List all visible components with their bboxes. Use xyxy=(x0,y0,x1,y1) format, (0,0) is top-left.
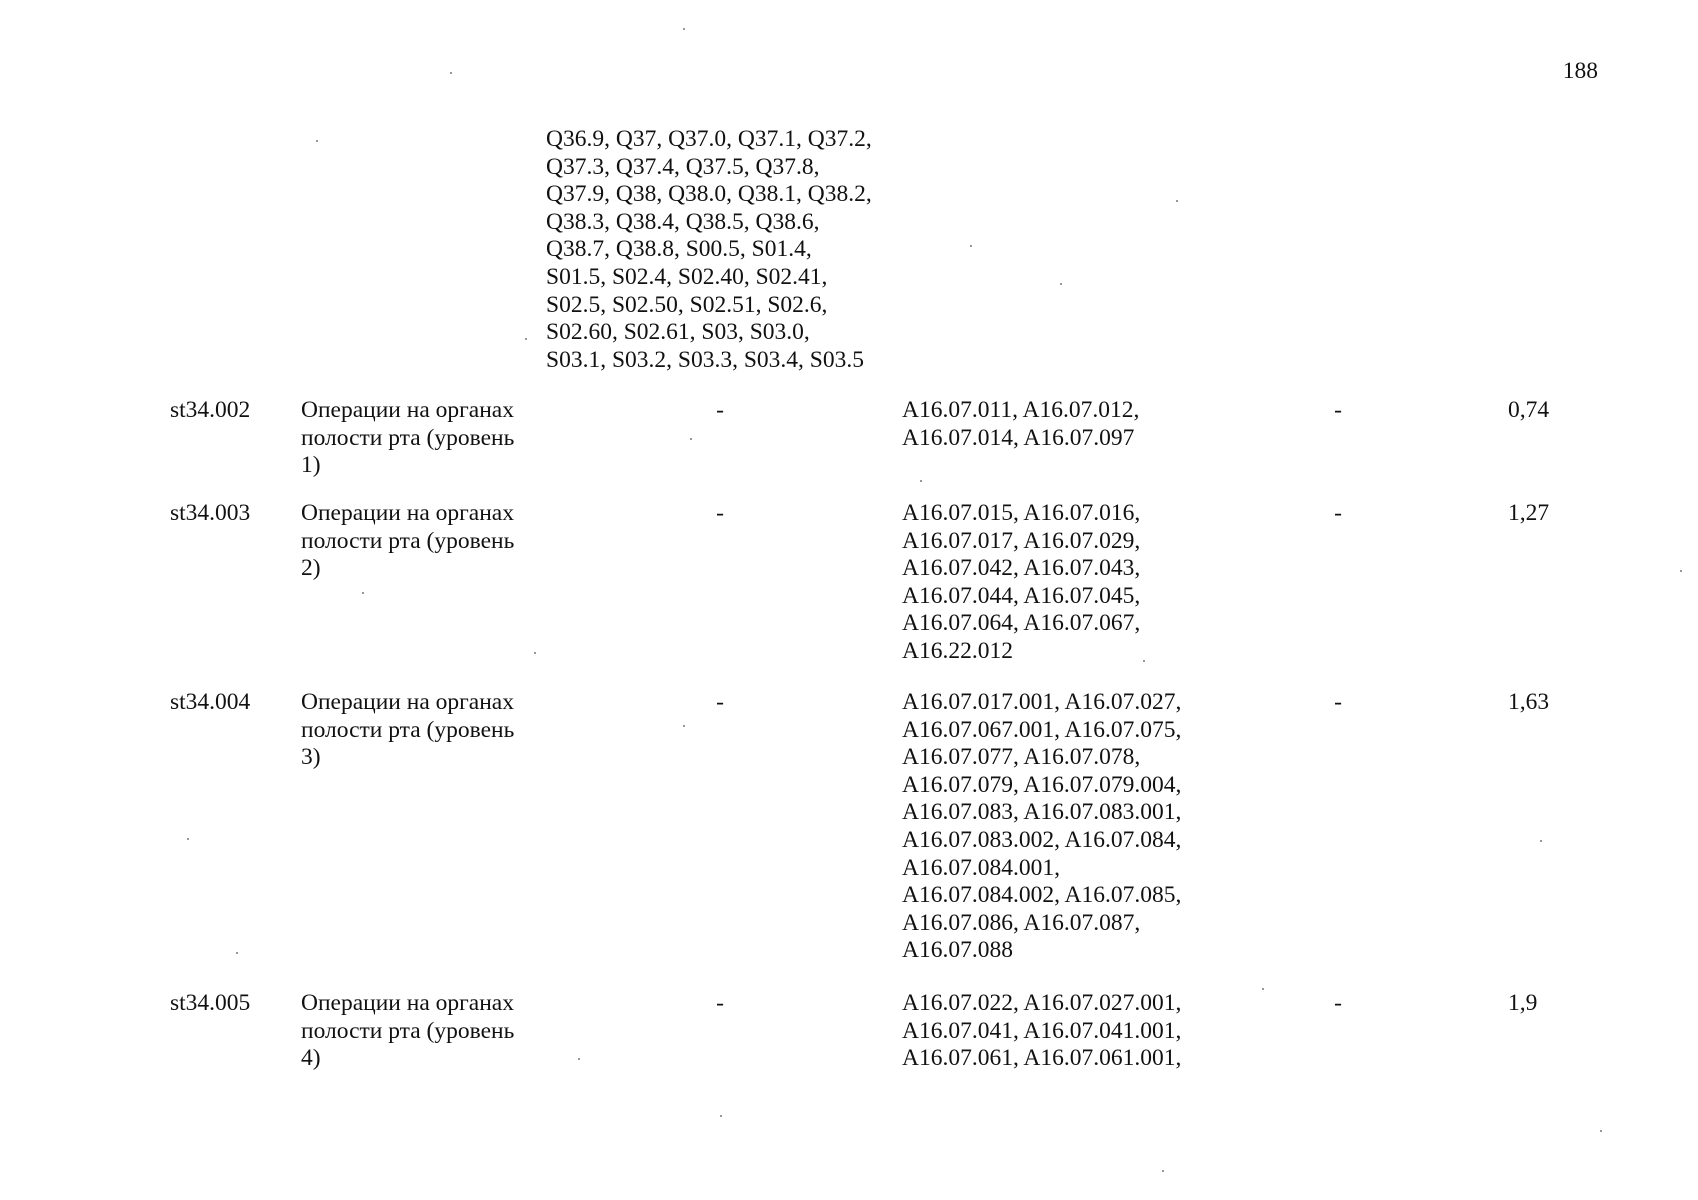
diagnosis-codes: - xyxy=(716,689,724,715)
operation-codes xyxy=(902,397,1232,452)
ksg-name-line: Операции на органах xyxy=(301,990,514,1016)
scan-speck xyxy=(1600,1130,1602,1132)
diagnosis-code-line: S03.1, S03.2, S03.3, S03.4, S03.5 xyxy=(546,346,864,373)
scan-speck xyxy=(920,480,922,482)
operation-code-line: A16.22.012 xyxy=(902,637,1013,664)
scan-speck xyxy=(578,1058,580,1060)
continued-diagnosis-codes xyxy=(546,126,906,374)
coefficient: 1,9 xyxy=(1508,990,1538,1016)
ksg-name-line: 1) xyxy=(301,452,321,479)
diagnosis-code-line: Q37.9, Q38, Q38.0, Q38.1, Q38.2, xyxy=(546,181,872,208)
scan-speck xyxy=(1176,200,1178,202)
scan-speck xyxy=(1262,988,1264,990)
scan-speck xyxy=(1143,660,1145,662)
operation-code-line: A16.07.014, A16.07.097 xyxy=(902,424,1135,451)
operation-code-line: A16.07.084.001, xyxy=(902,854,1060,881)
operation-code-line: A16.07.079, A16.07.079.004, xyxy=(902,771,1182,798)
operation-code-line: A16.07.017, A16.07.029, xyxy=(902,527,1141,554)
ksg-name-line: Операции на органах xyxy=(301,689,514,715)
coefficient: 0,74 xyxy=(1508,397,1550,423)
diagnosis-code-line: Q38.7, Q38.8, S00.5, S01.4, xyxy=(546,236,812,263)
operation-code-line: A16.07.086, A16.07.087, xyxy=(902,909,1141,936)
operation-code-line: A16.07.077, A16.07.078, xyxy=(902,744,1141,771)
operation-code-line: A16.07.088 xyxy=(902,937,1013,964)
diagnosis-code-line: Q37.3, Q37.4, Q37.5, Q37.8, xyxy=(546,153,820,180)
operation-code-line: A16.07.042, A16.07.043, xyxy=(902,555,1141,582)
operation-code-line: A16.07.061, A16.07.061.001, xyxy=(902,1045,1182,1072)
extra-criteria: - xyxy=(1334,990,1342,1016)
ksg-code: st34.005 xyxy=(170,990,251,1016)
operation-codes xyxy=(902,990,1232,1073)
scan-speck xyxy=(720,1115,722,1117)
ksg-name xyxy=(301,397,541,480)
operation-code-line: A16.07.015, A16.07.016, xyxy=(902,500,1141,526)
ksg-name-line: 3) xyxy=(301,744,321,771)
coefficient: 1,27 xyxy=(1508,500,1550,526)
scan-speck xyxy=(683,725,685,727)
diagnosis-code-line: S02.5, S02.50, S02.51, S02.6, xyxy=(546,291,828,318)
scan-speck xyxy=(1162,1170,1164,1172)
ksg-name xyxy=(301,500,541,583)
scan-speck xyxy=(1060,283,1062,285)
ksg-code: st34.002 xyxy=(170,397,251,423)
scan-speck xyxy=(683,28,685,30)
operation-code-line: A16.07.017.001, A16.07.027, xyxy=(902,689,1182,715)
operation-code-line: A16.07.022, A16.07.027.001, xyxy=(902,990,1182,1016)
extra-criteria: - xyxy=(1334,689,1342,715)
operation-code-line: A16.07.064, A16.07.067, xyxy=(902,610,1141,637)
ksg-name xyxy=(301,689,541,772)
extra-criteria: - xyxy=(1334,397,1342,423)
ksg-name-line: полости рта (уровень xyxy=(301,424,515,451)
extra-criteria: - xyxy=(1334,500,1342,526)
diagnosis-code-line: S02.60, S02.61, S03, S03.0, xyxy=(546,319,810,346)
diagnosis-codes: - xyxy=(716,990,724,1016)
diagnosis-codes: - xyxy=(716,397,724,423)
scan-speck xyxy=(534,652,536,654)
scan-speck xyxy=(970,245,972,247)
operation-code-line: A16.07.083, A16.07.083.001, xyxy=(902,799,1182,826)
scan-speck xyxy=(362,592,364,594)
ksg-name-line: полости рта (уровень xyxy=(301,1017,515,1044)
ksg-name xyxy=(301,990,541,1073)
ksg-name-line: 2) xyxy=(301,555,321,582)
scan-speck xyxy=(316,140,318,142)
scan-speck xyxy=(450,72,452,74)
operation-codes xyxy=(902,689,1232,965)
scan-speck xyxy=(690,438,692,440)
scan-speck xyxy=(187,838,189,840)
ksg-name-line: Операции на органах xyxy=(301,397,514,423)
ksg-name-line: Операции на органах xyxy=(301,500,514,526)
ksg-name-line: полости рта (уровень xyxy=(301,716,515,743)
diagnosis-code-line: S01.5, S02.4, S02.40, S02.41, xyxy=(546,263,828,290)
scan-speck xyxy=(236,952,238,954)
diagnosis-codes: - xyxy=(716,500,724,526)
ksg-code: st34.004 xyxy=(170,689,251,715)
operation-code-line: A16.07.011, A16.07.012, xyxy=(902,397,1140,423)
scan-speck xyxy=(1540,840,1542,842)
diagnosis-code-line: Q36.9, Q37, Q37.0, Q37.1, Q37.2, xyxy=(546,126,872,152)
operation-codes xyxy=(902,500,1232,666)
operation-code-line: A16.07.044, A16.07.045, xyxy=(902,582,1141,609)
ksg-name-line: 4) xyxy=(301,1045,321,1072)
page-number: 188 xyxy=(1562,58,1598,84)
scan-speck xyxy=(525,338,527,340)
ksg-code: st34.003 xyxy=(170,500,251,526)
coefficient: 1,63 xyxy=(1508,689,1550,715)
scan-speck xyxy=(1680,570,1682,572)
diagnosis-code-line: Q38.3, Q38.4, Q38.5, Q38.6, xyxy=(546,208,820,235)
ksg-name-line: полости рта (уровень xyxy=(301,527,515,554)
operation-code-line: A16.07.084.002, A16.07.085, xyxy=(902,882,1182,909)
operation-code-line: A16.07.041, A16.07.041.001, xyxy=(902,1017,1182,1044)
operation-code-line: A16.07.067.001, A16.07.075, xyxy=(902,716,1182,743)
operation-code-line: A16.07.083.002, A16.07.084, xyxy=(902,826,1182,853)
